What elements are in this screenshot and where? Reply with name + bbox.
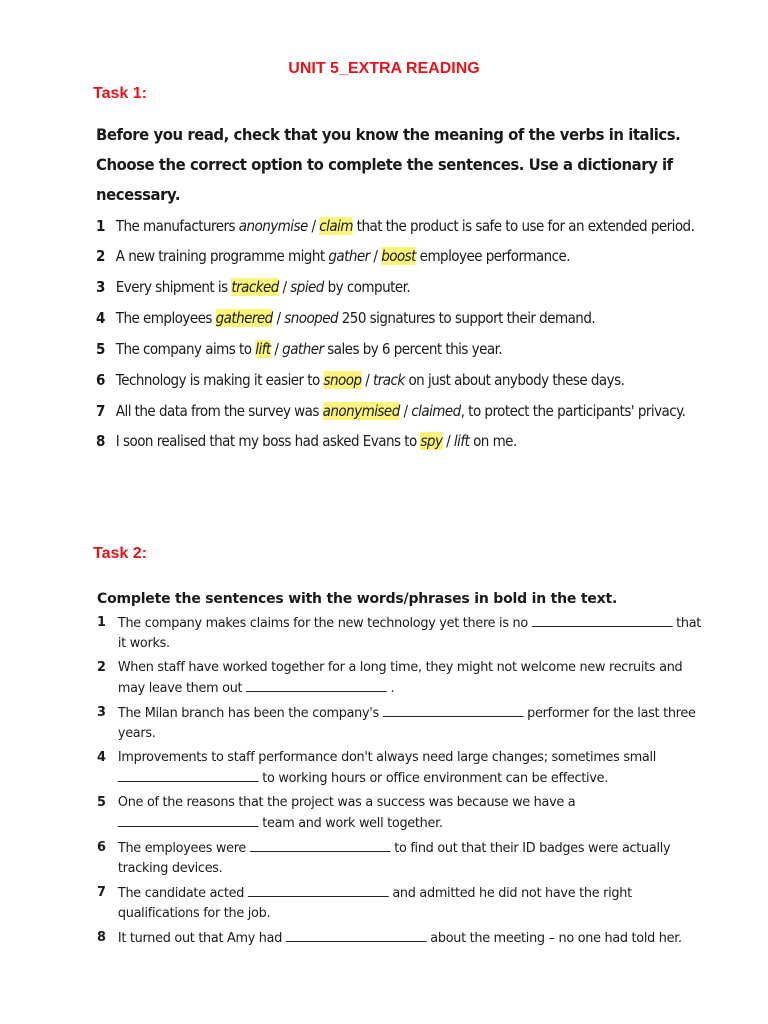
item-number: 6 xyxy=(97,839,106,855)
sentence-start: The Milan branch has been the company's xyxy=(117,705,379,721)
item-number: 5 xyxy=(96,340,105,358)
sentence-start: Every shipment is xyxy=(115,278,232,296)
option-separator: / xyxy=(272,309,285,327)
option-1[interactable]: gather xyxy=(328,247,370,265)
task1-item xyxy=(96,306,710,331)
sentence-start: I soon realised that my boss had asked Evans to xyxy=(115,432,421,450)
sentence-end: that the product is safe to use for an extended period. xyxy=(352,217,695,235)
option-1[interactable]: tracked xyxy=(231,278,279,296)
item-number: 8 xyxy=(96,432,105,450)
sentence-start: Improvements to staff performance don't always need large changes; sometimes small xyxy=(117,749,657,765)
option-2[interactable]: boost xyxy=(381,247,416,265)
option-1[interactable]: anonymise xyxy=(238,217,308,235)
task1-item xyxy=(96,368,710,393)
option-separator: / xyxy=(361,371,374,389)
item-number: 7 xyxy=(96,402,105,420)
sentence-end: to find out that their ID badges were actually tracking devices. xyxy=(117,840,671,876)
option-separator: / xyxy=(307,217,320,235)
sentence-end: 250 signatures to support their demand. xyxy=(338,309,596,327)
option-2[interactable]: claim xyxy=(319,217,353,235)
option-2[interactable]: snooped xyxy=(284,309,339,327)
sentence-start: The employees xyxy=(115,309,216,327)
option-separator: / xyxy=(278,278,291,296)
task2-item xyxy=(97,657,707,698)
sentence-end: sales by 6 percent this year. xyxy=(323,340,503,358)
option-2[interactable]: lift xyxy=(453,432,470,450)
item-number: 7 xyxy=(97,884,106,900)
task2-item xyxy=(97,837,707,878)
option-1[interactable]: snoop xyxy=(323,371,362,389)
task1-item xyxy=(96,337,710,362)
sentence-start: The company makes claims for the new technology yet there is no xyxy=(117,615,528,631)
sentence-start: The company aims to xyxy=(115,340,256,358)
option-2[interactable]: claimed xyxy=(411,402,461,420)
answer-blank[interactable] xyxy=(250,837,391,852)
sentence-start: A new training programme might xyxy=(115,247,329,265)
task2-item xyxy=(97,702,707,743)
page-title: UNIT 5_EXTRA READING xyxy=(288,60,480,77)
task1-item xyxy=(96,429,710,454)
answer-blank[interactable] xyxy=(246,677,387,692)
option-separator: / xyxy=(270,340,283,358)
option-2[interactable]: track xyxy=(373,371,405,389)
task1-instruction: Before you read, check that you know the meaning of the verbs in italics. Choose the correct option to complete the sentences. Use a dictionary if necessary. xyxy=(96,125,681,204)
option-1[interactable]: gathered xyxy=(215,309,273,327)
option-separator: / xyxy=(399,402,412,420)
sentence-start: All the data from the survey was xyxy=(115,402,323,420)
answer-blank[interactable] xyxy=(118,767,259,782)
sentence-end: on me. xyxy=(469,432,517,450)
option-1[interactable]: anonymised xyxy=(322,402,400,420)
task1-item xyxy=(96,244,710,269)
task1-item xyxy=(96,214,710,239)
task2-item xyxy=(97,882,707,923)
answer-blank[interactable] xyxy=(118,812,259,827)
sentence-end: employee performance. xyxy=(415,247,571,265)
sentence-start: One of the reasons that the project was a success was because we have a xyxy=(117,794,576,810)
sentence-start: The candidate acted xyxy=(117,885,245,901)
task1-item xyxy=(96,275,710,300)
answer-blank[interactable] xyxy=(248,882,389,897)
task2-list xyxy=(97,612,717,948)
option-2[interactable]: spied xyxy=(290,278,324,296)
answer-blank[interactable] xyxy=(286,927,427,942)
sentence-start: When staff have worked together for a long time, they might not welcome new recruits and may leave them out xyxy=(117,659,683,696)
sentence-end: team and work well together. xyxy=(262,815,443,831)
task2-instruction: Complete the sentences with the words/phrases in bold in the text. xyxy=(97,591,618,607)
item-number: 4 xyxy=(96,309,105,327)
item-number: 3 xyxy=(96,278,105,296)
task2-item xyxy=(97,792,707,833)
task1-label: Task 1: xyxy=(93,85,147,102)
sentence-end: , to protect the participants' privacy. xyxy=(460,402,686,420)
item-number: 6 xyxy=(96,371,105,389)
sentence-end: performer for the last three years. xyxy=(117,705,696,741)
sentence-end: and admitted he did not have the right qualifications for the job. xyxy=(117,885,632,921)
sentence-end: . xyxy=(390,680,395,696)
task2-label: Task 2: xyxy=(93,545,147,562)
item-number: 2 xyxy=(96,247,105,265)
sentence-start: The manufacturers xyxy=(115,217,239,235)
item-number: 8 xyxy=(97,929,106,945)
sentence-end: by computer. xyxy=(323,278,411,296)
sentence-start: The employees were xyxy=(117,840,247,856)
option-separator: / xyxy=(442,432,454,450)
option-separator: / xyxy=(369,247,382,265)
task1-item xyxy=(96,399,710,424)
sentence-end: about the meeting – no one had told her. xyxy=(430,930,682,946)
item-number: 3 xyxy=(97,704,106,720)
sentence-start: Technology is making it easier to xyxy=(115,371,324,389)
option-1[interactable]: lift xyxy=(255,340,271,358)
sentence-end: that it works. xyxy=(117,615,702,651)
item-number: 5 xyxy=(97,794,106,810)
task2-item xyxy=(97,927,707,948)
sentence-end: to working hours or office environment can be effective. xyxy=(262,770,609,786)
item-number: 4 xyxy=(97,749,106,765)
option-2[interactable]: gather xyxy=(282,340,324,358)
task2-item xyxy=(97,612,707,653)
task1-section xyxy=(96,120,716,460)
task2-section xyxy=(97,588,717,952)
answer-blank[interactable] xyxy=(383,702,524,717)
sentence-start: It turned out that Amy had xyxy=(117,930,283,946)
item-number: 2 xyxy=(97,659,106,675)
task1-list xyxy=(96,214,716,454)
answer-blank[interactable] xyxy=(532,612,673,627)
item-number: 1 xyxy=(96,217,105,235)
sentence-end: on just about anybody these days. xyxy=(404,371,625,389)
item-number: 1 xyxy=(97,614,106,630)
task2-item xyxy=(97,747,707,788)
option-1[interactable]: spy xyxy=(420,432,443,450)
